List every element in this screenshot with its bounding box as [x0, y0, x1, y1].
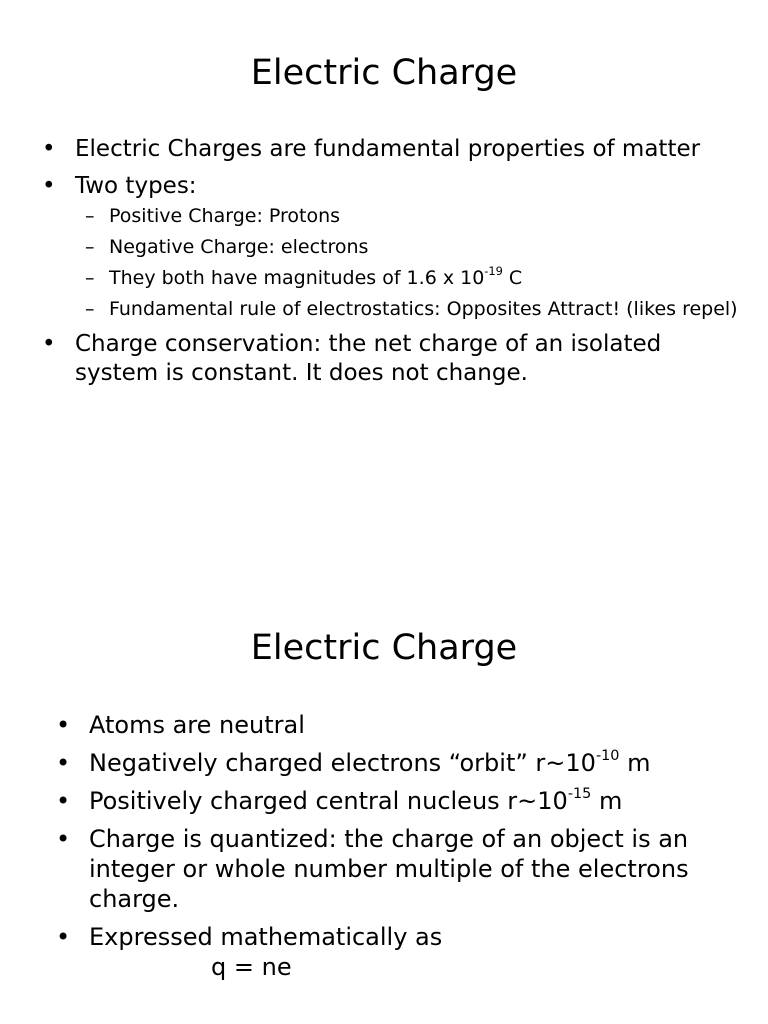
sub-bullet-list — [75, 204, 742, 322]
bullet-icon: • — [56, 749, 71, 777]
bullet-text: Expressed mathematically as — [89, 923, 443, 951]
bullet-icon: • — [56, 825, 71, 853]
list-item — [56, 922, 746, 982]
bullet-text: Atoms are neutral — [89, 711, 305, 739]
bullet-text: Positively charged central nucleus r~10 — [89, 787, 568, 815]
list-item — [75, 204, 742, 229]
list-item — [56, 824, 746, 914]
list-item — [75, 263, 742, 291]
bullet-icon: • — [42, 331, 56, 357]
exponent: -15 — [567, 785, 592, 802]
unit-text: m — [591, 787, 623, 815]
list-item — [56, 710, 746, 740]
slide-2-title: Electric Charge — [250, 628, 518, 668]
sub-bullet-text: They both have magnitudes of 1.6 x 10 — [109, 267, 485, 289]
exponent: -19 — [484, 263, 503, 278]
list-item — [42, 172, 742, 322]
bullet-text: Electric Charges are fundamental properties of matter — [75, 136, 701, 162]
dash-icon: – — [85, 236, 95, 258]
bullet-icon: • — [42, 136, 56, 162]
bullet-icon: • — [56, 787, 71, 815]
exponent: -10 — [595, 747, 620, 764]
list-item — [56, 748, 746, 778]
list-item — [75, 297, 742, 322]
formula: q = ne — [211, 953, 292, 981]
bullet-icon: • — [56, 711, 71, 739]
sub-bullet-text: Fundamental rule of electrostatics: Opposites Attract! (likes repel) — [109, 298, 738, 320]
unit-text: m — [619, 749, 651, 777]
slide-1-bullet-list — [42, 135, 742, 396]
dash-icon: – — [85, 298, 95, 320]
list-item — [42, 330, 742, 388]
list-item — [42, 135, 742, 164]
slide-2 — [0, 574, 768, 1024]
bullet-text: Charge conservation: the net charge of an isolated system is constant. It does not change. — [75, 331, 662, 386]
unit-text: C — [502, 267, 523, 289]
bullet-text: Charge is quantized: the charge of an object is an integer or whole number multiple of the electrons charge. — [89, 825, 689, 913]
bullet-text: Negatively charged electrons “orbit” r~10 — [89, 749, 596, 777]
list-item — [75, 235, 742, 260]
slide-2-bullet-list — [56, 710, 746, 990]
bullet-text: Two types: — [75, 173, 197, 199]
sub-bullet-text: Negative Charge: electrons — [109, 236, 369, 258]
dash-icon: – — [85, 267, 95, 289]
dash-icon: – — [85, 205, 95, 227]
bullet-icon: • — [56, 923, 71, 951]
sub-bullet-text: Positive Charge: Protons — [109, 205, 341, 227]
list-item — [56, 786, 746, 816]
slide-1-title: Electric Charge — [250, 53, 518, 93]
bullet-icon: • — [42, 173, 56, 199]
